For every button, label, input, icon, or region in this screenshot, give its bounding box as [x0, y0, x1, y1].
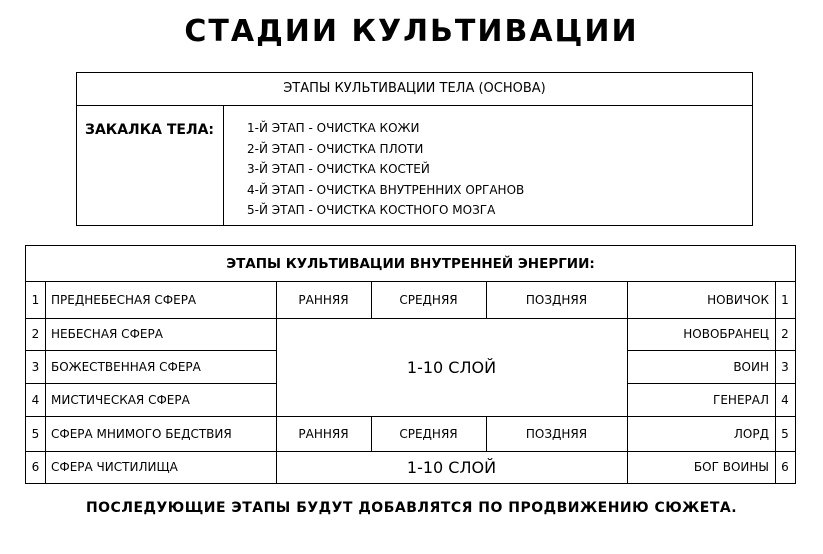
body-stage-item: 4-Й ЭТАП - ОЧИСТКА ВНУТРЕННИХ ОРГАНОВ [247, 182, 525, 197]
rank-number: 3 [781, 359, 789, 374]
row-number: 6 [31, 460, 40, 474]
row-number: 2 [31, 327, 40, 341]
body-stage-item: 2-Й ЭТАП - ОЧИСТКА ПЛОТИ [247, 141, 424, 156]
layer-range: 1-10 СЛОЙ [406, 357, 497, 377]
row-number: 1 [31, 293, 40, 307]
rank-name: ГЕНЕРАЛ [713, 392, 769, 407]
phase-middle: СРЕДНЯЯ [399, 426, 458, 441]
rank-name: ВОИН [733, 359, 769, 374]
body-cultivation-header: ЭТАПЫ КУЛЬТИВАЦИИ ТЕЛА (ОСНОВА) [77, 73, 752, 106]
rank-name: ЛОРД [733, 426, 769, 441]
rank-name: НОВОБРАНЕЦ [683, 327, 769, 341]
row-number: 4 [31, 392, 40, 407]
sphere-name: БОЖЕСТВЕННАЯ СФЕРА [51, 359, 201, 374]
sphere-name: СФЕРА МНИМОГО БЕДСТВИЯ [51, 426, 232, 441]
phase-middle: СРЕДНЯЯ [399, 293, 458, 307]
page-title: СТАДИИ КУЛЬТИВАЦИИ [184, 14, 639, 49]
sphere-name: ПРЕДНЕБЕСНАЯ СФЕРА [51, 293, 197, 307]
phase-late: ПОЗДНЯЯ [525, 426, 588, 441]
sphere-name: СФЕРА ЧИСТИЛИЩА [51, 460, 178, 474]
body-tempering-label: ЗАКАЛКА ТЕЛА: [85, 122, 215, 138]
body-cultivation-table [76, 72, 753, 226]
rank-number: 5 [781, 426, 789, 441]
energy-cultivation-table [25, 245, 796, 484]
phase-early: РАННЯЯ [298, 426, 349, 441]
phase-early: РАННЯЯ [298, 293, 349, 307]
row-number: 5 [31, 426, 40, 441]
body-stage-item: 1-Й ЭТАП - ОЧИСТКА КОЖИ [247, 121, 420, 135]
energy-cultivation-header: ЭТАПЫ КУЛЬТИВАЦИИ ВНУТРЕННЕЙ ЭНЕРГИИ: [26, 246, 795, 282]
body-cultivation-body [77, 106, 752, 226]
body-stage-item: 5-Й ЭТАП - ОЧИСТКА КОСТНОГО МОЗГА [247, 203, 496, 217]
body-cultivation-divider [223, 106, 224, 226]
rank-number: 4 [781, 392, 789, 407]
footer-note: ПОСЛЕДУЮЩИЕ ЭТАПЫ БУДУТ ДОБАВЛЯТСЯ ПО ПРОДВИЖЕНИЮ СЮЖЕТА. [85, 500, 738, 516]
rank-number: 6 [781, 460, 789, 474]
rank-name: НОВИЧОК [707, 293, 769, 307]
phase-late: ПОЗДНЯЯ [525, 293, 588, 307]
sphere-name: МИСТИЧЕСКАЯ СФЕРА [51, 392, 190, 407]
rank-name: БОГ ВОИНЫ [693, 460, 769, 474]
layer-range: 1-10 СЛОЙ [406, 457, 497, 477]
body-stage-list [247, 118, 524, 221]
rank-number: 1 [781, 293, 789, 307]
row-number: 3 [31, 359, 40, 374]
body-stage-item: 3-Й ЭТАП - ОЧИСТКА КОСТЕЙ [247, 162, 430, 176]
rank-number: 2 [781, 327, 789, 341]
sphere-name: НЕБЕСНАЯ СФЕРА [51, 327, 163, 341]
